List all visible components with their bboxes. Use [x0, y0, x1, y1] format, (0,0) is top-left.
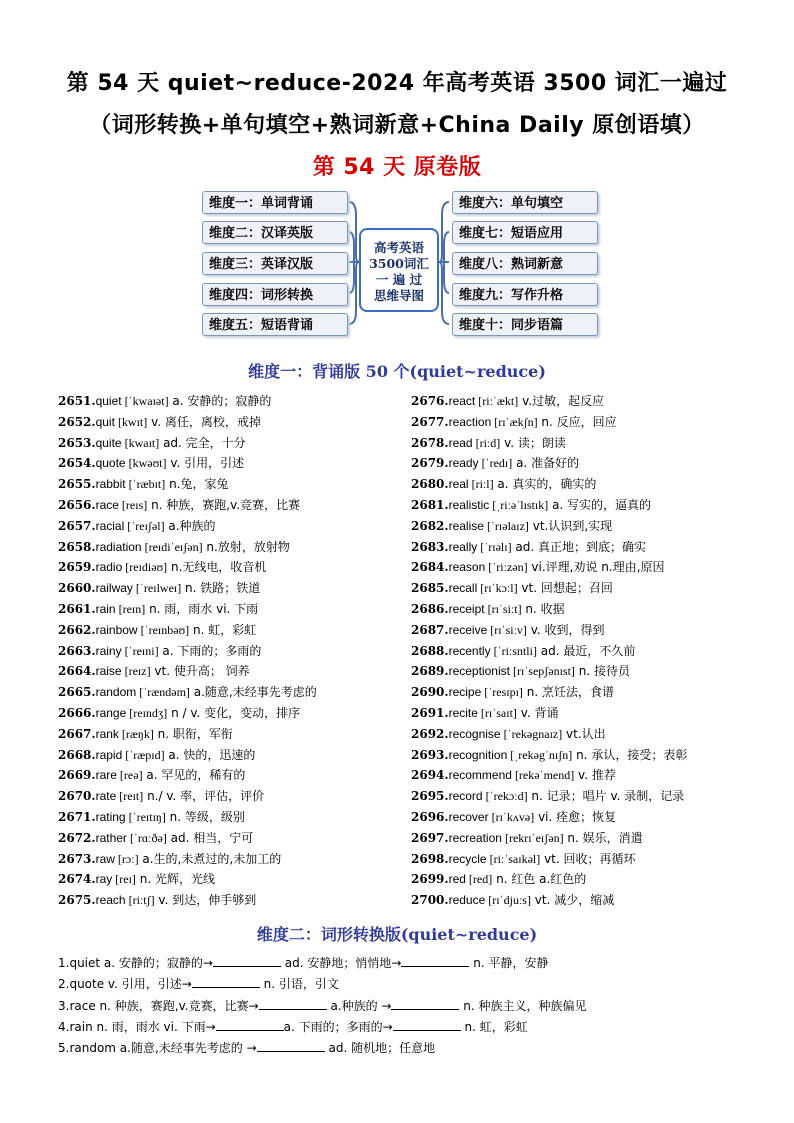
vocab-word: recover	[448, 809, 489, 824]
vocab-phonetic: [rɪˈsiːv]	[487, 622, 527, 637]
vocab-meaning: ad. 相当，宁可	[166, 830, 254, 845]
vocab-word: rabbit	[95, 477, 126, 492]
vocab-word: realistic	[448, 497, 490, 512]
vocab-meaning: vt.认识到,实现	[528, 518, 613, 533]
vocab-number: 2693.	[411, 747, 449, 762]
vocab-entry	[411, 412, 751, 433]
vocab-number: 2675.	[58, 893, 96, 908]
vocab-meaning: vt. 减少，缩减	[530, 893, 615, 908]
vocab-entry	[411, 599, 751, 620]
vocab-word: receipt	[448, 601, 485, 616]
section1-heading: 维度一：背诵版 50 个(quiet~reduce)	[248, 362, 546, 381]
vocab-phonetic: [reɪn]	[115, 601, 146, 616]
vocab-number: 2668.	[58, 747, 96, 762]
vocab-number: 2653.	[58, 435, 96, 450]
vocab-meaning: n. 种族，赛跑,v.竞赛，比赛	[147, 497, 301, 512]
vocab-phonetic: [rɪˈdjuːs]	[485, 893, 531, 908]
vocab-word: receive	[448, 622, 488, 637]
vocab-meaning: v. 离任，离校，戒掉	[147, 414, 261, 429]
vocab-number: 2665.	[58, 685, 96, 700]
answer-blank[interactable]	[192, 975, 260, 988]
vocab-word: record	[448, 789, 483, 804]
vocab-phonetic: [rɪˈækʃn]	[491, 414, 538, 429]
vocab-meaning: n. 虹，彩虹	[189, 622, 257, 637]
vocab-number: 2660.	[58, 581, 96, 596]
vocab-phonetic: [ˈrɑːðə]	[126, 830, 167, 845]
vocab-word: realise	[448, 518, 484, 533]
vocab-word: red	[448, 872, 466, 887]
exercise-prompt: 5.random a.随意,未经事先考虑的 →	[58, 1041, 257, 1056]
vocab-entry	[411, 495, 751, 516]
vocab-entry	[411, 433, 751, 454]
vocab-phonetic: [riːˈækt]	[475, 394, 519, 408]
exercise-row	[58, 996, 758, 1017]
vocab-number: 2674.	[58, 872, 96, 887]
answer-blank[interactable]	[401, 954, 469, 967]
vocab-word: recall	[448, 581, 478, 596]
exercise-prompt: n. 引语，引文	[259, 977, 339, 992]
vocab-number: 2700.	[411, 893, 449, 908]
mindmap-box-dim5: 维度五：短语背诵	[202, 313, 348, 336]
vocab-phonetic: [ˌriːəˈlɪstɪk]	[489, 497, 549, 512]
vocab-meaning: v. 读；朗读	[500, 435, 566, 450]
vocab-number: 2695.	[411, 789, 449, 804]
vocab-phonetic: [ˈresɪpɪ]	[481, 685, 523, 700]
answer-blank[interactable]	[257, 1039, 325, 1052]
vocab-entry	[411, 724, 751, 745]
vocab-word: real	[448, 477, 469, 492]
vocab-phonetic: [riːtʃ]	[125, 893, 155, 908]
vocab-number: 2671.	[58, 809, 96, 824]
vocab-phonetic: [ˈreɪni]	[121, 643, 159, 658]
vocab-word: ready	[448, 456, 479, 471]
doc-title-line1: 第 54 天 quiet~reduce-2024 年高考英语 3500 词汇一遍过	[66, 71, 728, 96]
exercise-row	[58, 953, 758, 974]
vocab-phonetic: [reɪdiˈeɪʃən]	[141, 539, 203, 554]
vocab-entry	[411, 765, 751, 786]
vocab-meaning: v. 背诵	[516, 705, 559, 720]
vocab-entry	[58, 495, 398, 516]
vocab-meaning: vt.认出	[562, 726, 606, 741]
vocab-number: 2685.	[411, 581, 449, 596]
vocab-word: recognise	[448, 726, 501, 741]
doc-title-version: 第 54 天 原卷版	[312, 155, 482, 180]
vocab-meaning: v.过敏，起反应	[518, 394, 605, 408]
vocab-meaning: a. 准备好的	[512, 456, 580, 471]
mindmap-box-dim8: 维度八：熟词新意	[452, 252, 598, 275]
vocab-meaning: n. 烹饪法，食谱	[522, 685, 614, 700]
vocab-phonetic: [rɪˈkɔːl]	[477, 581, 518, 596]
vocab-number: 2699.	[411, 872, 449, 887]
vocab-meaning: vt. 回想起；召回	[517, 581, 613, 596]
vocab-number: 2684.	[411, 560, 449, 575]
vocab-meaning: n. 职衔，军衔	[153, 726, 233, 741]
exercise-prompt: 2.quote v. 引用，引述→	[58, 977, 192, 992]
vocab-entry	[58, 745, 398, 766]
vocab-phonetic: [ˈrɪəlaɪz]	[483, 518, 529, 533]
vocab-word: raise	[95, 664, 122, 679]
vocab-meaning: a. 安静的；寂静的	[168, 394, 272, 408]
vocab-meaning: a. 真实的，确实的	[493, 477, 597, 492]
vocab-meaning: n./ v. 率，评估，评价	[143, 789, 265, 804]
vocab-entry	[411, 578, 751, 599]
exercise-prompt: 4.rain n. 雨，雨水 vi. 下雨→	[58, 1019, 216, 1034]
vocab-word: reaction	[448, 414, 492, 429]
vocab-meaning: n. 光辉，光线	[135, 872, 215, 887]
section2-heading: 维度二：词形转换版(quiet~reduce)	[256, 925, 538, 944]
vocab-phonetic: [reɪz]	[121, 664, 151, 679]
vocab-entry	[58, 453, 398, 474]
vocab-meaning: a.生的,未煮过的,未加工的	[138, 851, 282, 866]
vocab-entry	[58, 557, 398, 578]
vocab-meaning: n / v. 变化，变动，排序	[167, 705, 301, 720]
vocab-word: reach	[95, 893, 126, 908]
exercise-prompt: a.种族的 →	[326, 998, 392, 1013]
vocab-word: quiet	[95, 394, 122, 408]
vocab-number: 2677.	[411, 414, 449, 429]
exercise-row	[58, 1038, 758, 1059]
vocab-meaning: n. 承认，接受；表彰	[572, 747, 688, 762]
vocab-number: 2686.	[411, 601, 449, 616]
vocab-word: rank	[95, 726, 119, 741]
vocab-entry	[58, 433, 398, 454]
vocab-phonetic: [reɪndʒ]	[126, 705, 168, 720]
vocab-number: 2673.	[58, 851, 96, 866]
vocab-number: 2661.	[58, 601, 96, 616]
vocab-phonetic: [kwɪt]	[114, 414, 148, 429]
vocab-number: 2689.	[411, 664, 449, 679]
vocab-phonetic: [rɪˈsiːt]	[484, 601, 522, 616]
vocab-word: really	[448, 539, 478, 554]
vocab-meaning: vi. 痊愈；恢复	[534, 809, 617, 824]
vocab-number: 2667.	[58, 726, 96, 741]
vocab-phonetic: [rekrɪˈeɪʃən]	[501, 830, 564, 845]
vocab-entry	[411, 869, 751, 890]
exercise-prompt: a. 下雨的；多雨的→	[283, 1019, 393, 1034]
vocab-entry	[58, 807, 398, 828]
vocab-entry	[58, 786, 398, 807]
vocab-entry	[411, 474, 751, 495]
vocab-meaning: n. 接待员	[574, 664, 630, 679]
vocab-phonetic: [rɪˈsepʃənɪst]	[509, 664, 575, 679]
vocab-word: read	[448, 435, 473, 450]
vocab-number: 2656.	[58, 497, 96, 512]
vocab-word: recipe	[448, 685, 482, 700]
vocab-number: 2666.	[58, 705, 96, 720]
vocab-phonetic: [rɪˈsaɪt]	[477, 705, 517, 720]
vocab-entry	[411, 516, 751, 537]
vocab-phonetic: [reə]	[116, 768, 143, 783]
vocab-phonetic: [ˈriːzən]	[485, 560, 528, 575]
vocab-number: 2698.	[411, 851, 449, 866]
exercise-prompt: n. 平静，安静	[469, 956, 549, 970]
vocab-phonetic: [reɪt]	[116, 789, 144, 804]
mindmap-box-dim4: 维度四：词形转换	[202, 283, 348, 306]
mindmap-center	[359, 228, 439, 312]
vocab-number: 2655.	[58, 477, 96, 492]
vocab-entry	[411, 391, 751, 412]
vocab-word: recognition	[448, 747, 508, 762]
vocab-word: racial	[95, 518, 125, 533]
exercise-prompt: n. 虹，彩虹	[460, 1019, 528, 1034]
exercise-row	[58, 974, 758, 995]
vocab-number: 2676.	[411, 394, 449, 408]
vocab-word: recommend	[448, 768, 512, 783]
vocab-entry	[58, 516, 398, 537]
mindmap-box-dim2: 维度二：汉译英版	[202, 221, 348, 244]
vocab-number: 2669.	[58, 768, 96, 783]
vocab-entry	[58, 620, 398, 641]
vocab-phonetic: [ˈrændəm]	[136, 685, 190, 700]
vocab-entry	[58, 578, 398, 599]
vocab-word: recreation	[448, 830, 502, 845]
vocab-number: 2679.	[411, 456, 449, 471]
doc-title-line2: （词形转换+单句填空+熟词新意+China Daily 原创语填）	[89, 113, 705, 138]
vocab-phonetic: [ræŋk]	[118, 726, 154, 741]
vocab-word: ray	[95, 872, 113, 887]
vocab-number: 2664.	[58, 664, 96, 679]
vocab-number: 2652.	[58, 414, 96, 429]
vocab-word: rating	[95, 809, 126, 824]
vocab-meaning: a. 快的，迅速的	[164, 747, 256, 762]
vocab-word: range	[95, 705, 127, 720]
vocab-entry	[411, 807, 751, 828]
vocab-meaning: ad. 真正地；到底；确实	[511, 539, 646, 554]
vocab-meaning: a. 罕见的，稀有的	[142, 768, 246, 783]
exercise-prompt: ad. 安静地；悄悄地→	[280, 956, 402, 970]
vocab-meaning: n.无线电，收音机	[167, 560, 267, 575]
vocab-number: 2663.	[58, 643, 96, 658]
answer-blank[interactable]	[393, 1018, 461, 1031]
vocab-number: 2683.	[411, 539, 449, 554]
vocab-number: 2672.	[58, 830, 96, 845]
exercise-prompt: 3.race n. 种族，赛跑,v.竞赛，比赛→	[58, 998, 259, 1013]
vocab-phonetic: [reɪs]	[118, 497, 148, 512]
mindmap-box-dim7: 维度七：短语应用	[452, 221, 598, 244]
vocab-phonetic: [ˈreɪlweɪ]	[132, 581, 182, 596]
vocab-phonetic: [ˈræpɪd]	[122, 747, 165, 762]
vocab-entry	[411, 682, 751, 703]
vocab-meaning: n. 雨，雨水 vi. 下雨	[145, 601, 259, 616]
vocab-entry	[411, 661, 751, 682]
vocab-phonetic: [reɪdiəʊ]	[122, 560, 168, 575]
vocab-meaning: vt. 使升高； 饲养	[150, 664, 250, 679]
vocab-phonetic: [riːd]	[472, 435, 501, 450]
vocab-entry	[411, 849, 751, 870]
vocab-meaning: n. 等级，级别	[165, 809, 245, 824]
vocab-number: 2651.	[58, 394, 96, 408]
vocab-number: 2697.	[411, 830, 449, 845]
vocab-number: 2696.	[411, 809, 449, 824]
vocab-word: rainy	[95, 643, 122, 658]
vocab-number: 2680.	[411, 477, 449, 492]
vocab-entry	[58, 599, 398, 620]
vocab-meaning: v. 引用，引述	[166, 456, 245, 471]
vocab-entry	[58, 641, 398, 662]
vocab-entry	[58, 474, 398, 495]
vocab-phonetic: [kwəʊt]	[125, 456, 167, 471]
vocab-word: recite	[448, 705, 478, 720]
vocab-word: rate	[95, 789, 117, 804]
mindmap-center-line: 思维导图	[373, 288, 424, 303]
vocab-phonetic: [ˈkwaɪət]	[121, 394, 169, 408]
vocab-number: 2654.	[58, 456, 96, 471]
vocab-word: rainbow	[95, 622, 138, 637]
vocab-meaning: n. 铁路；铁道	[181, 581, 261, 596]
vocab-word: react	[448, 394, 476, 408]
vocab-entry	[58, 537, 398, 558]
vocab-entry	[411, 453, 751, 474]
vocab-number: 2692.	[411, 726, 449, 741]
vocab-phonetic: [riːˈsaɪkəl]	[486, 851, 541, 866]
vocab-word: quit	[95, 414, 115, 429]
mindmap-box-dim6: 维度六：单句填空	[452, 191, 598, 214]
vocab-word: race	[95, 497, 119, 512]
vocab-word: raw	[95, 851, 115, 866]
vocab-phonetic: [ˌrekəgˈnɪʃn]	[507, 747, 573, 762]
exercise-prompt: n. 种族主义，种族偏见	[459, 998, 587, 1013]
vocab-meaning: vt. 回收；再循环	[540, 851, 636, 866]
vocab-meaning: n.放射，放射物	[202, 539, 290, 554]
vocab-word: radiation	[95, 539, 142, 554]
vocab-phonetic: [ˈreɪnbəʊ]	[137, 622, 190, 637]
vocab-column-right	[411, 391, 751, 911]
answer-blank[interactable]	[391, 997, 459, 1010]
mindmap-box-dim9: 维度九：写作升格	[452, 283, 598, 306]
answer-blank[interactable]	[259, 997, 327, 1010]
vocab-meaning: v. 推荐	[574, 768, 616, 783]
vocab-number: 2682.	[411, 518, 449, 533]
vocab-number: 2658.	[58, 539, 96, 554]
vocab-word: recycle	[448, 851, 487, 866]
vocab-meaning: a. 写实的，逼真的	[548, 497, 652, 512]
vocab-number: 2681.	[411, 497, 449, 512]
mindmap-center-line: 高考英语	[373, 240, 424, 255]
vocab-entry	[58, 849, 398, 870]
vocab-meaning: n. 反应，回应	[537, 414, 617, 429]
vocab-meaning: a. 下雨的；多雨的	[158, 643, 262, 658]
vocab-phonetic: [rekəˈmend]	[511, 768, 575, 783]
vocab-phonetic: [ˈreɪtɪŋ]	[125, 809, 166, 824]
vocab-phonetic: [ˈreɪʃəl]	[124, 518, 165, 533]
vocab-meaning: ad. 最近，不久前	[536, 643, 636, 658]
vocab-entry	[58, 391, 398, 412]
vocab-phonetic: [reɪ]	[112, 872, 136, 887]
vocab-meaning: ad. 完全，十分	[159, 435, 246, 450]
vocab-entry	[411, 786, 751, 807]
vocab-word: quite	[95, 435, 122, 450]
mindmap-box-dim10: 维度十：同步语篇	[452, 313, 598, 336]
vocab-phonetic: [ˈræbɪt]	[125, 477, 166, 492]
vocab-entry	[411, 620, 751, 641]
exercise-row	[58, 1017, 758, 1038]
vocab-phonetic: [ˈrɪəlɪ]	[477, 539, 512, 554]
vocab-word: reason	[448, 560, 486, 575]
vocab-word: rapid	[95, 747, 123, 762]
exercise-prompt: 1.quiet a. 安静的；寂静的→	[58, 956, 213, 970]
vocab-word: recently	[448, 643, 491, 658]
vocab-entry	[411, 890, 751, 911]
vocab-phonetic: [riːl]	[468, 477, 494, 492]
vocab-meaning: v. 收到，得到	[526, 622, 605, 637]
vocab-number: 2662.	[58, 622, 96, 637]
exercise-prompt: ad. 随机地；任意地	[324, 1041, 436, 1056]
vocab-word: quote	[95, 456, 126, 471]
vocab-entry	[411, 828, 751, 849]
vocab-number: 2694.	[411, 768, 449, 783]
vocab-phonetic: [ˈriːsntli]	[490, 643, 537, 658]
vocab-phonetic: [kwaɪt]	[121, 435, 160, 450]
vocab-entry	[411, 745, 751, 766]
vocab-meaning: n. 红色 a.红色的	[492, 872, 587, 887]
answer-blank[interactable]	[216, 1018, 284, 1031]
vocab-number: 2691.	[411, 705, 449, 720]
vocab-word: receptionist	[448, 664, 510, 679]
vocab-number: 2670.	[58, 789, 96, 804]
vocab-entry	[58, 869, 398, 890]
vocab-number: 2688.	[411, 643, 449, 658]
vocab-word: rather	[95, 830, 127, 845]
vocab-entry	[58, 890, 398, 911]
mindmap-center-line: 3500词汇	[369, 256, 429, 271]
vocab-number: 2657.	[58, 518, 96, 533]
vocab-entry	[58, 412, 398, 433]
vocab-meaning: n. 记录；唱片 v. 录制，记录	[527, 789, 685, 804]
mindmap-center-line: 一 遍 过	[375, 272, 423, 287]
vocab-phonetic: [rɔː]	[114, 851, 139, 866]
vocab-entry	[411, 703, 751, 724]
vocab-meaning: n. 收据	[521, 601, 565, 616]
vocab-meaning: n. 娱乐，消遣	[563, 830, 643, 845]
vocab-phonetic: [rɪˈkʌvə]	[488, 809, 535, 824]
vocab-word: rare	[95, 768, 117, 783]
vocab-entry	[58, 828, 398, 849]
vocab-meaning: a.随意,未经事先考虑的	[189, 685, 317, 700]
vocab-number: 2659.	[58, 560, 96, 575]
vocab-word: random	[95, 685, 137, 700]
vocab-column-left	[58, 391, 398, 911]
vocab-meaning: vi.评理,劝说 n.理由,原因	[527, 560, 665, 575]
vocab-meaning: a.种族的	[164, 518, 216, 533]
vocab-entry	[411, 641, 751, 662]
vocab-entry	[58, 724, 398, 745]
vocab-entry	[58, 765, 398, 786]
vocab-meaning: v. 到达，伸手够到	[154, 893, 257, 908]
answer-blank[interactable]	[213, 954, 281, 967]
vocab-entry	[58, 661, 398, 682]
vocab-entry	[411, 537, 751, 558]
vocab-phonetic: [red]	[465, 872, 493, 887]
vocab-entry	[58, 703, 398, 724]
vocab-word: reduce	[448, 893, 486, 908]
mindmap-box-dim1: 维度一：单词背诵	[202, 191, 348, 214]
vocab-number: 2678.	[411, 435, 449, 450]
vocab-phonetic: [ˈrekɔːd]	[482, 789, 528, 804]
exercise-list	[58, 953, 758, 1059]
vocab-number: 2690.	[411, 685, 449, 700]
vocab-entry	[411, 557, 751, 578]
vocab-entry	[58, 682, 398, 703]
vocab-word: radio	[95, 560, 123, 575]
vocab-number: 2687.	[411, 622, 449, 637]
vocab-word: railway	[95, 581, 133, 596]
mindmap-box-dim3: 维度三：英译汉版	[202, 252, 348, 275]
vocab-word: rain	[95, 601, 116, 616]
vocab-meaning: n.兔，家兔	[165, 477, 229, 492]
vocab-phonetic: [ˈrekəgnaɪz]	[500, 726, 563, 741]
vocab-phonetic: [ˈredɪ]	[478, 456, 513, 471]
